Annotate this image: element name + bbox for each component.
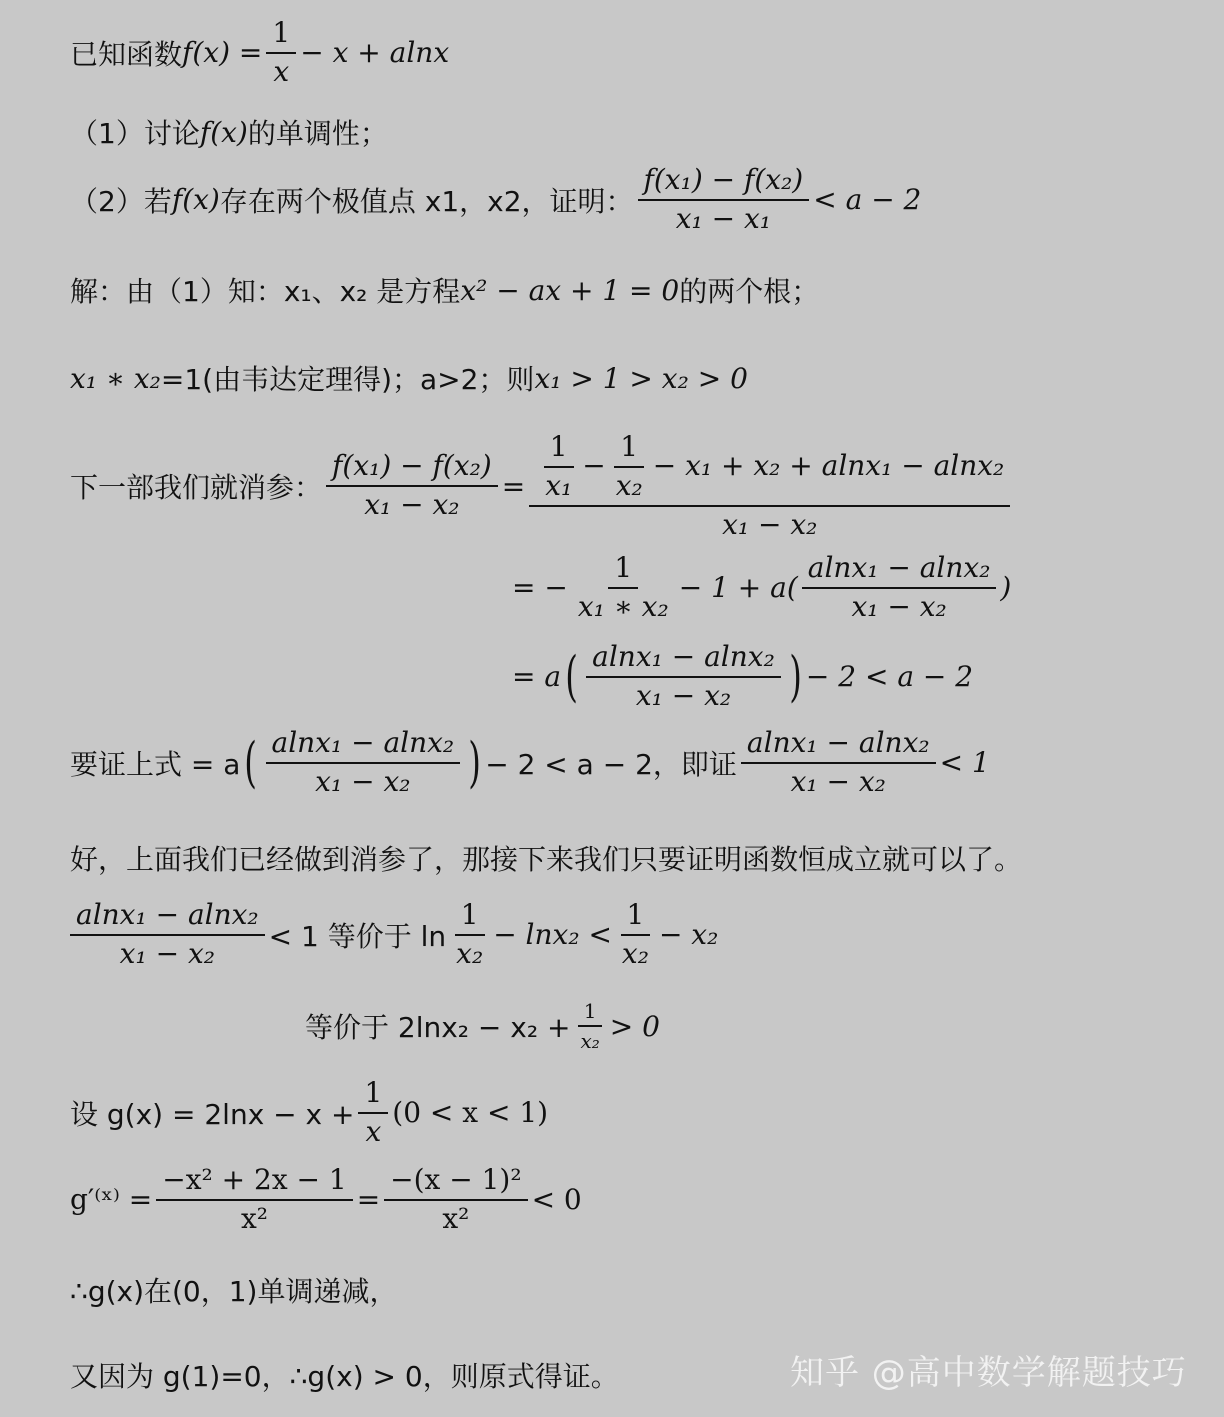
s13-text: 又因为 g(1)=0，∴g(x) > 0，则原式得证。 [70,1360,619,1393]
solution-line-6 [70,728,990,798]
s8-rhs: − x₂ [658,918,719,952]
s11-rhs: < 0 [531,1183,582,1217]
s6-num-2: alnx₁ − alnx₂ [741,728,936,764]
s3-label: 下一部我们就消参： [70,471,323,505]
solution-line-12 [70,1270,397,1310]
func-fraction [266,18,296,88]
s3-big-fraction [529,432,1010,540]
s1-equation: x² − ax + 1 = 0 [460,273,680,307]
s8-num-2: 1 [455,900,485,936]
part1-prefix: （1）讨论 [70,117,200,150]
s9-fraction [574,1000,605,1052]
s2-product: x₁ ∗ x₂ [70,361,161,395]
s6-middle: − 2 < a − 2，即证 [485,747,737,781]
s11-prefix: g′⁽ˣ⁾ = [70,1183,153,1217]
part1-line [70,112,388,152]
s5-rhs: − 2 < a − 2 [805,660,974,694]
s3-den: x₁ − x₂ [364,488,460,522]
s10-fraction [358,1078,388,1148]
func-lhs: f(x) = [182,36,263,70]
s9-num: 1 [578,1000,603,1027]
zhihu-watermark: 知乎 @高中数学解题技巧 [790,1353,1187,1393]
s3-inner-minus: − [582,449,606,483]
s11-num-1: −x² + 2x − 1 [156,1165,352,1201]
part2-fx: f(x) [171,183,220,217]
solution-line-9 [305,1000,660,1052]
s8-num-1: alnx₁ − alnx₂ [70,900,265,936]
part2-prefix: （2）若 [70,184,172,218]
s8-middle-b: − lnx₂ < [493,918,612,952]
part1-suffix: 的单调性； [247,117,388,150]
s6-fraction-1 [266,728,461,798]
s6-rhs: < 1 [939,746,990,780]
s11-equals: = [356,1183,381,1217]
solution-line-10 [70,1078,548,1148]
solution-line-3 [70,432,1014,540]
s8-num-3: 1 [621,900,651,936]
s3-inner-den-2: x₂ [615,468,643,502]
problem-intro-line [70,18,449,88]
part2-rhs: < a − 2 [813,183,922,217]
intro-text: 已知函数 [70,37,183,71]
s3-inner-frac-2 [610,432,649,502]
s6-fraction-2 [741,728,936,798]
s5-fraction [586,642,781,712]
solution-line-1 [70,270,819,310]
s3-big-num [529,432,1010,507]
part2-fraction [638,165,810,235]
s4-den-2: x₁ − x₂ [851,589,947,623]
s5-open-paren: ( [565,644,578,708]
s5-prefix: = a [512,660,562,694]
part2-suffix: 存在两个极值点 x1，x2，证明： [219,184,634,218]
s6-den-2: x₁ − x₂ [790,764,886,798]
s7-text: 好，上面我们已经做到消参了，那接下来我们只要证明函数恒成立就可以了。 [70,843,1023,876]
s4-prefix: = − [512,571,568,605]
s6-num-1: alnx₁ − alnx₂ [266,728,461,764]
part2-num: f(x₁) − f(x₂) [638,165,810,201]
s11-den-2: x² [442,1201,470,1235]
s6-prefix: 要证上式 = a [70,747,241,781]
s4-fraction-1 [572,553,675,623]
func-den: x [273,54,290,88]
s4-num-2: alnx₁ − alnx₂ [802,553,997,589]
s9-den: x₂ [580,1029,600,1053]
s10-prefix: 设 g(x) = 2lnx − x + [70,1097,355,1131]
s8-den-2: x₂ [456,936,484,970]
s2-text: =1(由韦达定理得)；a>2；则 [160,363,535,396]
s6-open-paren: ( [244,730,258,794]
s2-inequality: x₁ > 1 > x₂ > 0 [534,361,748,395]
s12-text: ∴g(x)在(0，1)单调递减， [70,1275,398,1308]
s6-den-1: x₁ − x₂ [315,764,411,798]
s4-num-1: 1 [608,553,638,589]
solution-line-7 [70,838,1022,878]
s8-fraction-2 [450,900,489,970]
s11-num-2: −(x − 1)² [384,1165,527,1201]
part2-den: x₁ − x₁ [675,201,772,235]
s8-fraction-3 [616,900,655,970]
s3-num: f(x₁) − f(x₂) [326,451,498,487]
s11-den-1: x² [240,1201,268,1235]
s11-fraction-1 [156,1165,352,1235]
s1-prefix: 解：由（1）知：x₁、x₂ 是方程 [70,275,461,308]
s3-inner-rest: − x₁ + x₂ + alnx₁ − alnx₂ [652,449,1005,483]
s6-close-paren: ) [468,730,482,794]
s11-fraction-2 [384,1165,527,1235]
s4-close: ) [1000,571,1012,605]
s4-fraction-2 [802,553,997,623]
s1-suffix: 的两个根； [679,275,820,308]
s4-den-1: x₁ ∗ x₂ [577,589,669,623]
s8-den-3: x₂ [621,936,649,970]
s3-inner-num-2: 1 [614,432,644,468]
func-num: 1 [266,18,296,54]
s8-fraction-1 [70,900,265,970]
func-rest: − x + alnx [300,36,450,70]
part1-fx: f(x) [199,115,248,149]
s5-num: alnx₁ − alnx₂ [586,642,781,678]
s8-den-1: x₁ − x₂ [119,936,215,970]
s3-inner-den-1: x₁ [545,468,573,502]
solution-line-4 [512,553,1011,623]
s8-middle-a: < 1 等价于 ln [268,919,447,953]
s5-den: x₁ − x₂ [635,678,732,712]
s3-inner-num-1: 1 [544,432,574,468]
s3-lhs-fraction [326,451,498,521]
solution-line-13 [70,1355,619,1395]
solution-line-5 [512,642,973,712]
s10-num: 1 [358,1078,388,1114]
s3-big-den: x₁ − x₂ [722,507,818,541]
s3-inner-frac-1 [539,432,578,502]
s3-equals: = [501,469,526,503]
solution-line-8 [70,900,718,970]
solution-line-11 [70,1165,582,1235]
s9-prefix: 等价于 2lnx₂ − x₂ + [305,1011,571,1044]
s10-den: x [365,1114,382,1148]
s5-close-paren: ) [789,644,802,708]
s4-middle: − 1 + a( [678,571,798,605]
solution-line-2 [70,358,748,398]
part2-line [70,165,921,235]
s9-rhs: > 0 [609,1009,660,1043]
s10-domain: (0 < x < 1) [392,1096,549,1130]
